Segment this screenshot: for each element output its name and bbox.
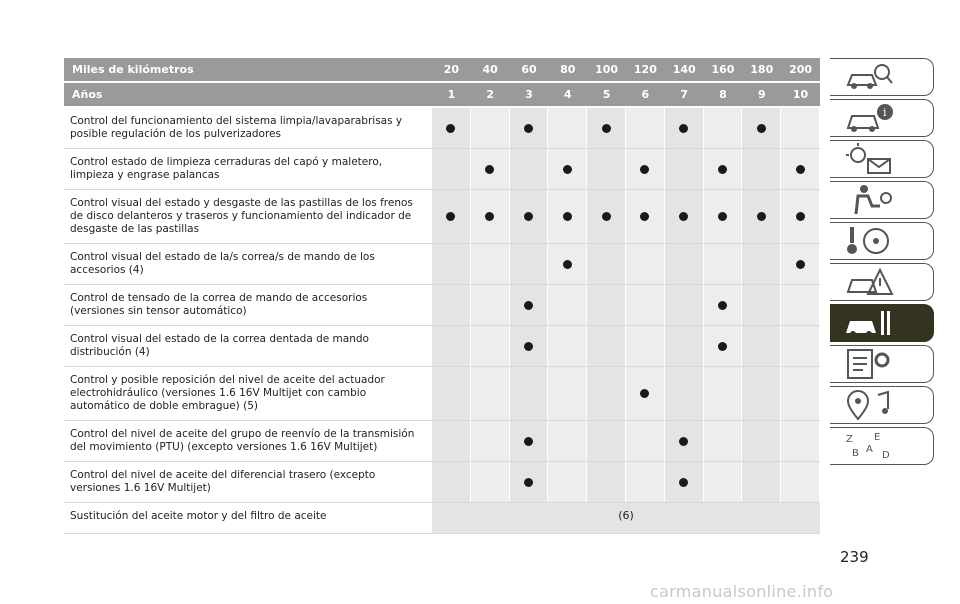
interval-cell <box>742 244 781 284</box>
row-cells <box>432 149 820 189</box>
scheduled-dot <box>640 389 649 398</box>
interval-cell <box>665 285 704 325</box>
interval-cell <box>665 244 704 284</box>
interval-cell <box>548 462 587 502</box>
sidebar-tab-car-tools[interactable] <box>830 304 934 342</box>
sidebar-tab-location-music[interactable] <box>830 386 934 424</box>
interval-cell <box>781 462 820 502</box>
scheduled-dot <box>485 212 494 221</box>
svg-text:B: B <box>852 448 859 459</box>
interval-cell <box>626 149 665 189</box>
interval-cell <box>432 421 471 461</box>
km-col: 120 <box>633 63 657 76</box>
svg-text:Z: Z <box>846 434 853 445</box>
interval-cell <box>704 326 743 366</box>
seat-airbag-icon <box>844 184 894 216</box>
interval-cell <box>587 421 626 461</box>
table-row <box>64 285 820 326</box>
scheduled-dot <box>718 212 727 221</box>
interval-cell <box>781 285 820 325</box>
interval-cell <box>548 367 587 420</box>
interval-cell <box>471 462 510 502</box>
row-cells <box>432 367 820 420</box>
scheduled-dot <box>563 212 572 221</box>
km-col: 200 <box>789 63 813 76</box>
scheduled-dot <box>718 342 727 351</box>
interval-cell <box>704 462 743 502</box>
svg-text:E: E <box>874 432 881 443</box>
interval-cell <box>510 108 549 148</box>
interval-cell <box>665 108 704 148</box>
interval-cell <box>742 149 781 189</box>
location-music-icon <box>844 389 894 421</box>
row-cells <box>432 244 820 284</box>
interval-cell <box>510 244 549 284</box>
interval-cell <box>781 190 820 243</box>
interval-cell <box>471 326 510 366</box>
note-text: (6) <box>618 509 634 522</box>
interval-cell <box>471 421 510 461</box>
interval-cell <box>626 244 665 284</box>
km-col: 180 <box>750 63 774 76</box>
years-header-label: Años <box>72 88 103 101</box>
km-col: 60 <box>521 63 537 76</box>
year-col: 9 <box>757 88 766 101</box>
table-row-oil-change <box>64 503 820 534</box>
interval-cell <box>548 190 587 243</box>
page-number: 239 <box>840 548 869 566</box>
km-header-row <box>64 58 820 81</box>
scheduled-dot <box>602 124 611 133</box>
interval-cell <box>742 285 781 325</box>
interval-cell <box>704 190 743 243</box>
interval-cell <box>742 326 781 366</box>
interval-cell <box>626 367 665 420</box>
alphabet-index-icon <box>844 430 894 462</box>
row-note <box>432 503 820 533</box>
interval-cell <box>742 462 781 502</box>
year-col: 8 <box>719 88 727 101</box>
table-row <box>64 367 820 421</box>
km-header-label: Miles de kilómetros <box>72 63 194 76</box>
scheduled-dot <box>757 124 766 133</box>
row-text: Control de tensado de la correa de mando de accesorios (versiones sin tensor automático) <box>70 292 368 317</box>
interval-cell <box>432 285 471 325</box>
interval-cell <box>704 421 743 461</box>
scheduled-dot <box>524 212 533 221</box>
svg-text:A: A <box>866 444 873 455</box>
km-col: 80 <box>560 63 576 76</box>
interval-cell <box>587 149 626 189</box>
km-col: 20 <box>443 63 460 76</box>
chapter-sidebar <box>830 58 934 468</box>
interval-cell <box>742 190 781 243</box>
row-text: Control y posible reposición del nivel de aceite del actuador electrohidráulico (versiones 1.6 16V Multijet con cambio automático de doble embrague) (5) <box>70 374 385 412</box>
interval-cell <box>510 326 549 366</box>
interval-cell <box>781 108 820 148</box>
sidebar-tab-car-warning[interactable] <box>830 263 934 301</box>
row-text: Control del nivel de aceite del diferencial trasero (excepto versiones 1.6 16V Multijet) <box>70 469 376 494</box>
key-steering-icon <box>844 225 894 257</box>
interval-cell <box>432 190 471 243</box>
scheduled-dot <box>563 165 572 174</box>
interval-cell <box>548 244 587 284</box>
scheduled-dot <box>485 165 494 174</box>
interval-cell <box>471 190 510 243</box>
interval-cell <box>471 149 510 189</box>
interval-cell <box>665 421 704 461</box>
table-body <box>64 108 820 503</box>
scheduled-dot <box>524 124 533 133</box>
row-cells <box>432 421 820 461</box>
scheduled-dot <box>796 165 805 174</box>
year-col: 3 <box>525 88 533 101</box>
sidebar-tab-alphabet-index[interactable] <box>830 427 934 465</box>
scheduled-dot <box>679 124 688 133</box>
scheduled-dot <box>679 212 688 221</box>
interval-cell <box>548 149 587 189</box>
interval-cell <box>626 421 665 461</box>
scheduled-dot <box>718 301 727 310</box>
interval-cell <box>587 367 626 420</box>
scheduled-dot <box>524 437 533 446</box>
interval-cell <box>742 108 781 148</box>
interval-cell <box>704 149 743 189</box>
scheduled-dot <box>718 165 727 174</box>
row-text: Control estado de limpieza cerraduras del capó y maletero, limpieza y engrase palancas <box>70 156 383 181</box>
scheduled-dot <box>757 212 766 221</box>
row-cells <box>432 326 820 366</box>
interval-cell <box>510 149 549 189</box>
row-cells <box>432 190 820 243</box>
sidebar-tab-lights-message[interactable] <box>830 140 934 178</box>
table-row <box>64 462 820 503</box>
car-search-icon <box>844 61 894 93</box>
interval-cell <box>587 108 626 148</box>
scheduled-dot <box>796 212 805 221</box>
interval-cell <box>781 326 820 366</box>
year-col: 7 <box>680 88 688 101</box>
interval-cell <box>626 326 665 366</box>
interval-cell <box>781 421 820 461</box>
scheduled-dot <box>524 342 533 351</box>
scheduled-dot <box>679 437 688 446</box>
interval-cell <box>626 108 665 148</box>
interval-cell <box>781 149 820 189</box>
table-row <box>64 326 820 367</box>
table-row <box>64 244 820 285</box>
row-text: Control del funcionamiento del sistema limpia/lavaparabrisas y posible regulación de los pulverizadores <box>70 115 403 140</box>
scheduled-dot <box>640 212 649 221</box>
interval-cell <box>432 367 471 420</box>
interval-cell <box>548 108 587 148</box>
interval-cell <box>626 462 665 502</box>
sidebar-tab-key-steering[interactable] <box>830 222 934 260</box>
svg-text:i: i <box>883 106 887 119</box>
row-text: Control del nivel de aceite del grupo de reenvío de la transmisión del movimiento (PTU) (excepto versiones 1.6 16V Multijet) <box>70 428 415 453</box>
scheduled-dot <box>679 478 688 487</box>
interval-cell <box>665 367 704 420</box>
car-info-icon <box>844 102 894 134</box>
km-col: 40 <box>482 63 498 76</box>
year-col: 2 <box>486 88 495 101</box>
scheduled-dot <box>446 124 455 133</box>
interval-cell <box>432 462 471 502</box>
table-row <box>64 421 820 462</box>
watermark: carmanualsonline.info <box>650 582 834 601</box>
list-gear-icon <box>844 348 894 380</box>
interval-cell <box>704 108 743 148</box>
sidebar-tab-seat-airbag[interactable] <box>830 181 934 219</box>
scheduled-dot <box>524 478 533 487</box>
row-text: Control visual del estado y desgaste de las pastillas de los frenos de disco delanteros y traseros y funcionamiento del indicador de desgaste de las pastillas <box>70 197 413 235</box>
interval-cell <box>587 462 626 502</box>
interval-cell <box>432 244 471 284</box>
sidebar-tab-list-gear[interactable] <box>830 345 934 383</box>
interval-cell <box>510 421 549 461</box>
interval-cell <box>665 462 704 502</box>
interval-cell <box>626 285 665 325</box>
table-row <box>64 149 820 190</box>
interval-cell <box>665 149 704 189</box>
row-cells <box>432 108 820 148</box>
sidebar-tab-car-search[interactable] <box>830 58 934 96</box>
interval-cell <box>510 190 549 243</box>
km-col: 100 <box>595 63 619 76</box>
svg-text:D: D <box>882 450 890 461</box>
interval-cell <box>704 285 743 325</box>
table-row <box>64 190 820 244</box>
row-text: Control visual del estado de la/s correa/s de mando de los accesorios (4) <box>70 251 375 276</box>
interval-cell <box>587 190 626 243</box>
interval-cell <box>471 108 510 148</box>
lights-message-icon <box>844 143 894 175</box>
year-col: 4 <box>563 88 572 101</box>
scheduled-dot <box>524 301 533 310</box>
interval-cell <box>510 462 549 502</box>
interval-cell <box>548 285 587 325</box>
interval-cell <box>742 421 781 461</box>
scheduled-dot <box>640 165 649 174</box>
interval-cell <box>742 367 781 420</box>
maintenance-table <box>64 58 820 534</box>
km-col: 160 <box>711 63 735 76</box>
interval-cell <box>432 326 471 366</box>
interval-cell <box>781 367 820 420</box>
scheduled-dot <box>602 212 611 221</box>
interval-cell <box>548 326 587 366</box>
years-header-row <box>64 83 820 106</box>
interval-cell <box>665 326 704 366</box>
scheduled-dot <box>796 260 805 269</box>
interval-cell <box>704 244 743 284</box>
interval-cell <box>626 190 665 243</box>
scheduled-dot <box>563 260 572 269</box>
interval-cell <box>587 326 626 366</box>
interval-cell <box>510 285 549 325</box>
row-text: Sustitución del aceite motor y del filtro de aceite <box>70 510 327 522</box>
year-col: 6 <box>641 88 650 101</box>
interval-cell <box>471 367 510 420</box>
year-col: 10 <box>792 88 809 101</box>
table-row <box>64 108 820 149</box>
row-cells <box>432 462 820 502</box>
year-col: 1 <box>447 88 456 101</box>
interval-cell <box>587 285 626 325</box>
interval-cell <box>510 367 549 420</box>
year-col: 5 <box>602 88 611 101</box>
sidebar-tab-car-info[interactable] <box>830 99 934 137</box>
km-col: 140 <box>672 63 696 76</box>
interval-cell <box>587 244 626 284</box>
row-text: Control visual del estado de la correa dentada de mando distribución (4) <box>70 333 369 358</box>
interval-cell <box>781 244 820 284</box>
car-warning-icon <box>844 266 894 298</box>
interval-cell <box>704 367 743 420</box>
interval-cell <box>665 190 704 243</box>
row-cells <box>432 285 820 325</box>
interval-cell <box>432 149 471 189</box>
interval-cell <box>432 108 471 148</box>
interval-cell <box>471 244 510 284</box>
scheduled-dot <box>446 212 455 221</box>
interval-cell <box>548 421 587 461</box>
car-tools-icon <box>844 307 894 339</box>
interval-cell <box>471 285 510 325</box>
